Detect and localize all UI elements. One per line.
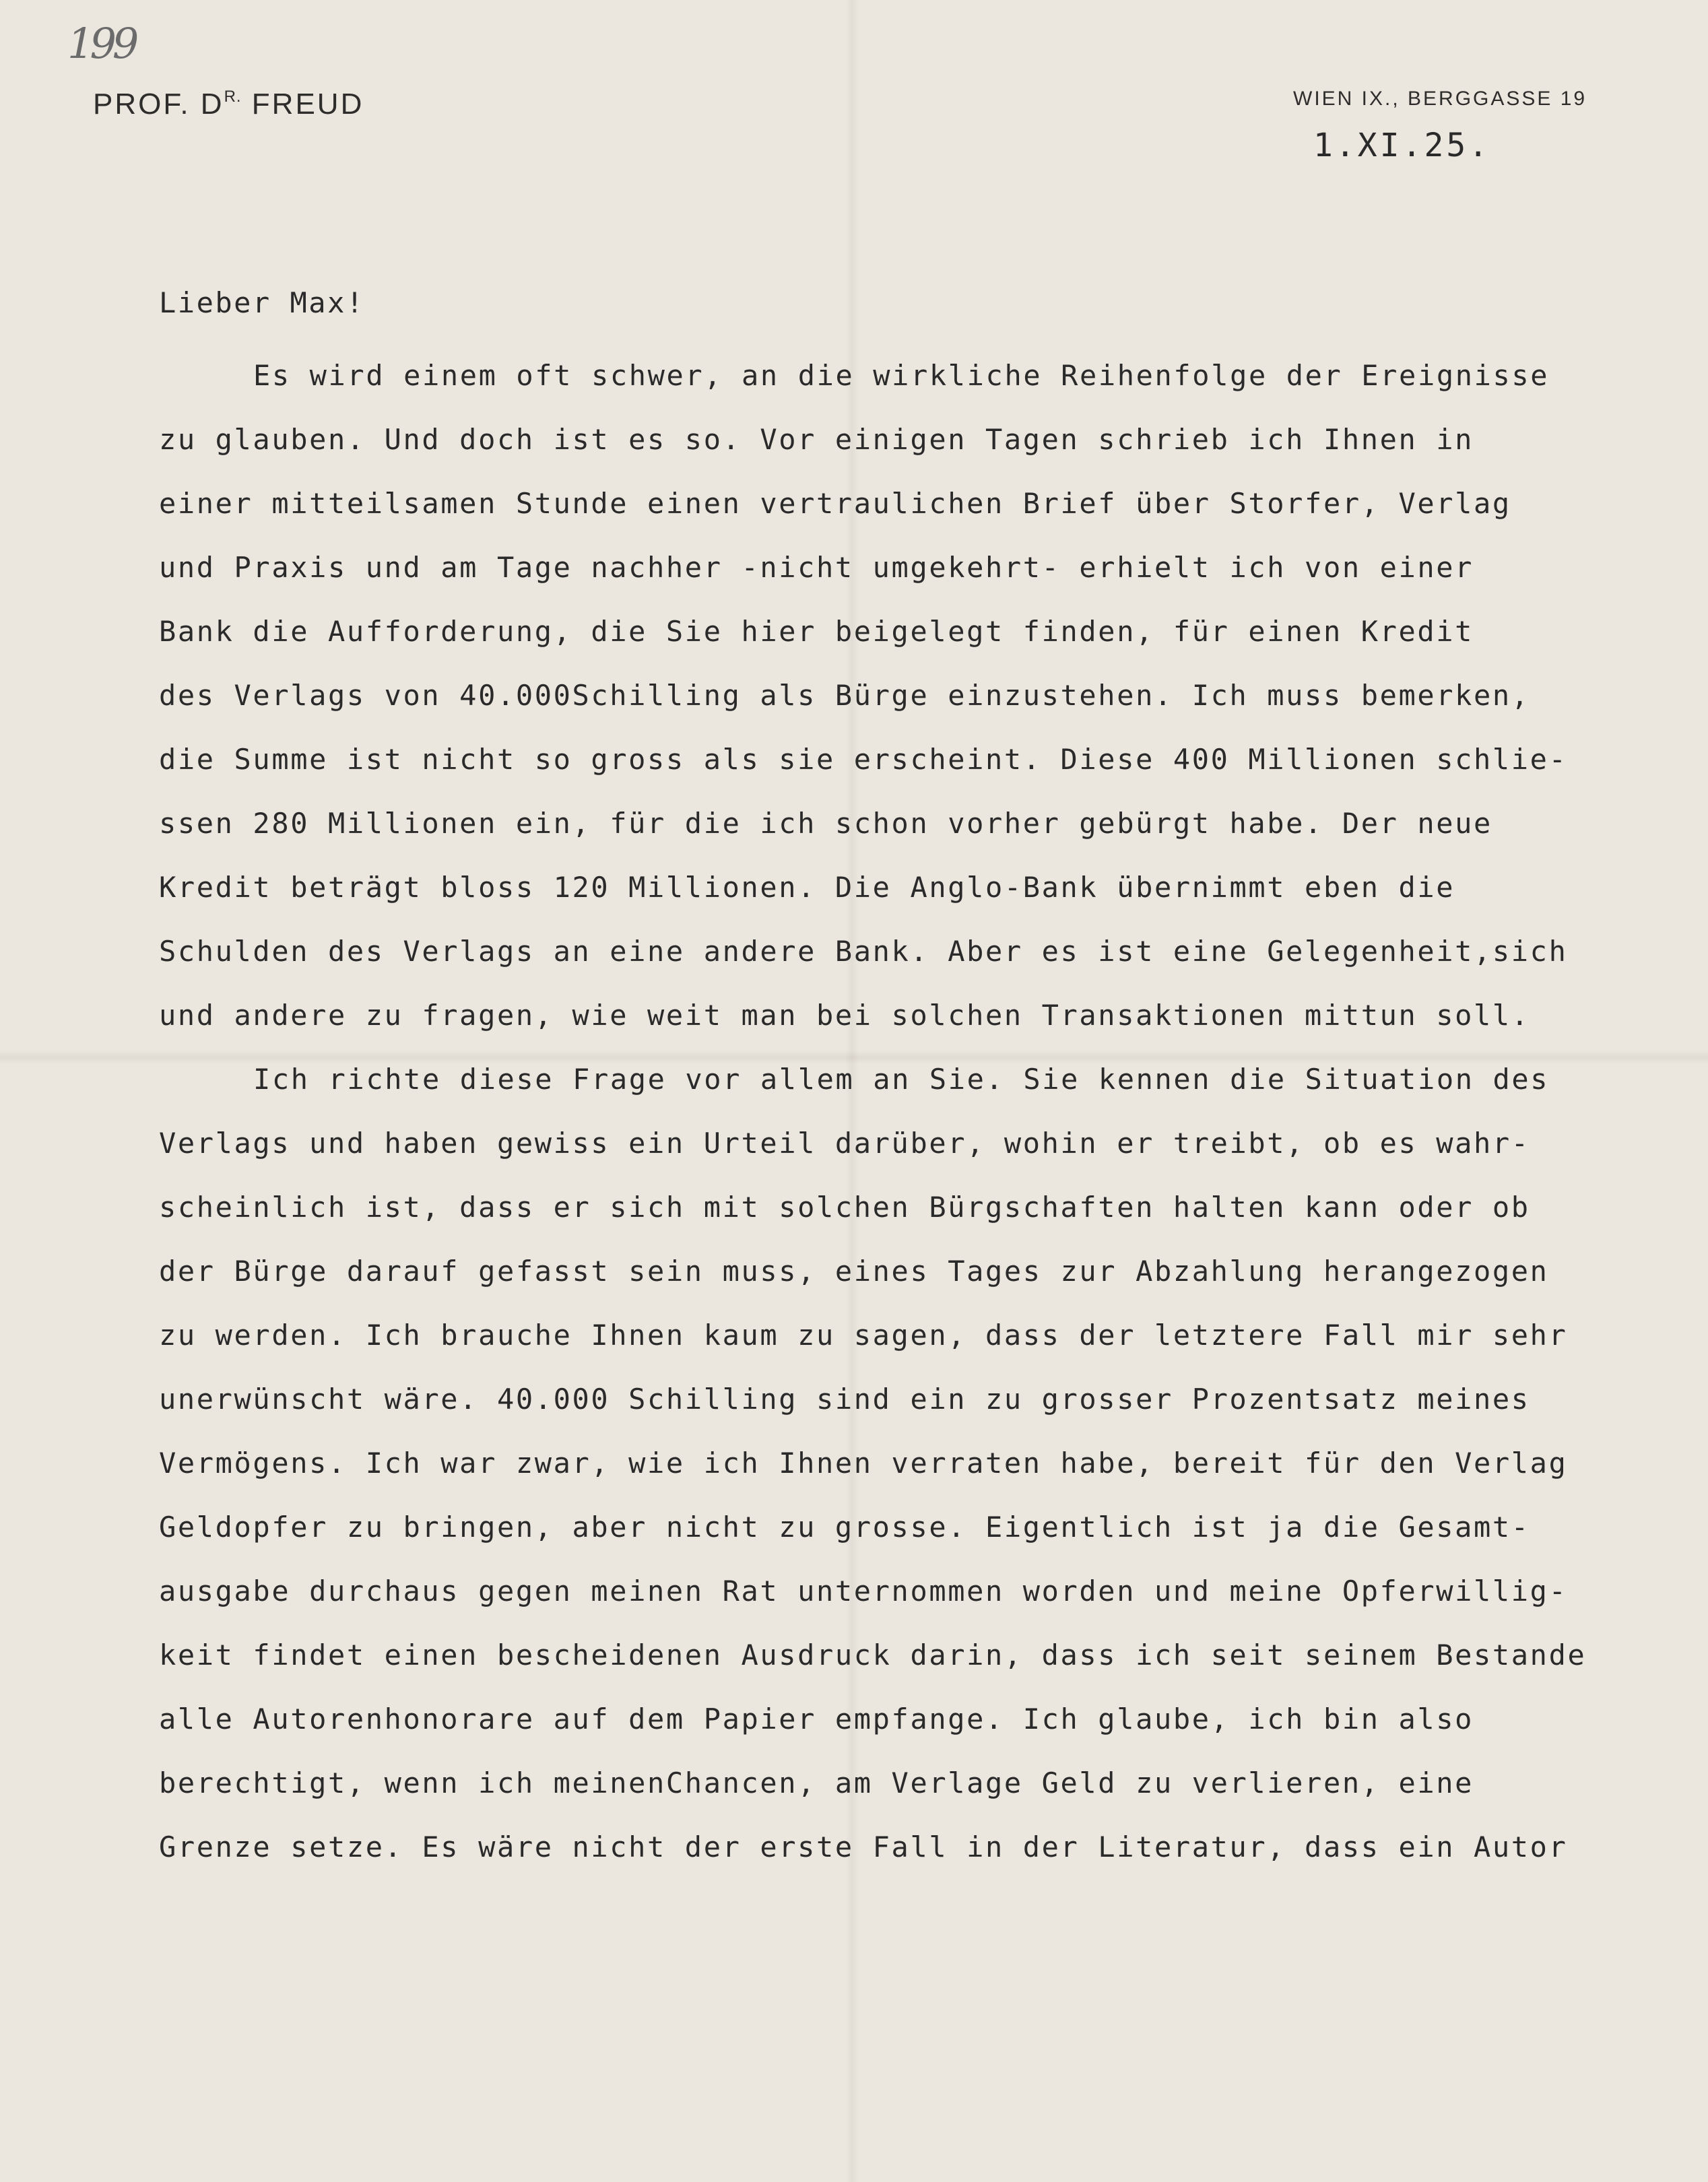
body-line: und andere zu fragen, wie weit man bei solchen Transaktionen mittun soll. [159, 999, 1530, 1032]
body-line: Grenze setze. Es wäre nicht der erste Fall in der Literatur, dass ein Autor [159, 1830, 1568, 1863]
body-line: Es wird einem oft schwer, an die wirkliche Reihenfolge der Ereignisse [253, 359, 1550, 392]
body-line: Ich richte diese Frage vor allem an Sie. Sie kennen die Situation des [253, 1063, 1550, 1096]
body-line: zu werden. Ich brauche Ihnen kaum zu sagen, dass der letztere Fall mir sehr [159, 1319, 1568, 1352]
body-line: der Bürge darauf gefasst sein muss, eines Tages zur Abzahlung herangezogen [159, 1255, 1549, 1288]
letterhead-name-prefix: PROF. D [93, 88, 224, 121]
body-line: und Praxis und am Tage nachher -nicht umgekehrt- erhielt ich von einer [159, 551, 1474, 584]
body-line: die Summe ist nicht so gross als sie erscheint. Diese 400 Millionen schlie- [159, 743, 1568, 776]
letter-date: 1.XI.25. [1313, 127, 1491, 164]
body-line: unerwünscht wäre. 40.000 Schilling sind ein zu grosser Prozentsatz meines [159, 1383, 1530, 1416]
body-line: berechtigt, wenn ich meinenChancen, am Verlage Geld zu verlieren, eine [159, 1766, 1474, 1799]
body-line: keit findet einen bescheidenen Ausdruck darin, dass ich seit seinem Bestande [159, 1639, 1587, 1672]
body-line: Kredit beträgt bloss 120 Millionen. Die Anglo-Bank übernimmt eben die [159, 871, 1455, 904]
body-line: ausgabe durchaus gegen meinen Rat unternommen worden und meine Opferwillig- [159, 1575, 1568, 1608]
body-line: zu glauben. Und doch ist es so. Vor einigen Tagen schrieb ich Ihnen in [159, 423, 1474, 456]
body-line: Geldopfer zu bringen, aber nicht zu grosse. Eigentlich ist ja die Gesamt- [159, 1511, 1530, 1544]
letter-greeting: Lieber Max! [159, 286, 365, 319]
body-line: des Verlags von 40.000Schilling als Bürge einzustehen. Ich muss bemerken, [159, 679, 1530, 712]
body-line: einer mitteilsamen Stunde einen vertraulichen Brief über Storfer, Verlag [159, 487, 1511, 520]
body-line: Schulden des Verlags an eine andere Bank. Aber es ist eine Gelegenheit,sich [159, 935, 1568, 968]
body-line: ssen 280 Millionen ein, für die ich schon vorher gebürgt habe. Der neue [159, 807, 1492, 840]
body-line: scheinlich ist, dass er sich mit solchen Bürgschaften halten kann oder ob [159, 1191, 1530, 1224]
body-line: Vermögens. Ich war zwar, wie ich Ihnen verraten habe, bereit für den Verlag [159, 1447, 1568, 1480]
letterhead-name-superscript: R. [224, 88, 242, 106]
body-line: alle Autorenhonorare auf dem Papier empfange. Ich glaube, ich bin also [159, 1702, 1474, 1735]
pencil-archive-number: 199 [67, 19, 135, 68]
body-line: Verlags und haben gewiss ein Urteil darüber, wohin er treibt, ob es wahr- [159, 1127, 1530, 1160]
body-line: Bank die Aufforderung, die Sie hier beigelegt finden, für einen Kredit [159, 615, 1474, 648]
letterhead-name [93, 88, 364, 121]
letterhead-name-suffix: FREUD [241, 88, 364, 121]
letterhead-address: WIEN IX., BERGGASSE 19 [1293, 88, 1587, 110]
letter-body [159, 343, 1641, 1879]
